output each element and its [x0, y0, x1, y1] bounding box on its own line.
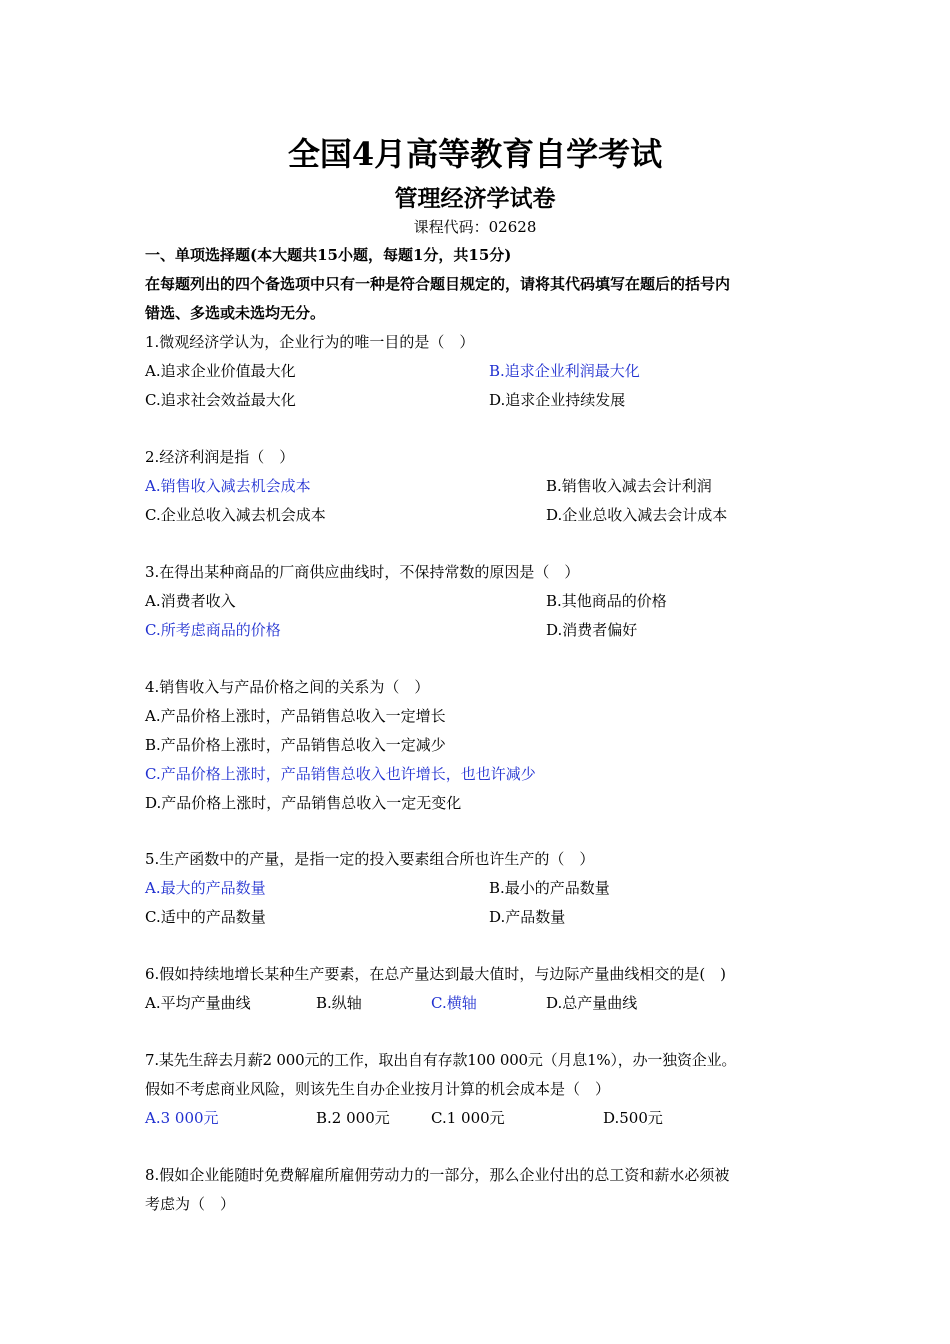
answer-option-highlighted: B.追求企业利润最大化 — [489, 362, 640, 380]
answer-option-highlighted: A.销售收入减去机会成本 — [145, 477, 311, 495]
question-stem: 2.经济利润是指（ ） — [145, 448, 295, 466]
answer-option: C.追求社会效益最大化 — [145, 391, 296, 409]
question-stem: 考虑为（ ） — [145, 1195, 236, 1213]
section-instruction: 在每题列出的四个备选项中只有一种是符合题目规定的，请将其代码填写在题后的括号内 — [145, 275, 731, 293]
answer-option: D.产品数量 — [489, 908, 566, 926]
answer-option: D.产品价格上涨时，产品销售总收入一定无变化 — [145, 794, 462, 812]
question-stem: 6.假如持续地增长某种生产要素，在总产量达到最大值时，与边际产量曲线相交的是( ) — [145, 965, 727, 983]
question-stem: 7.某先生辞去月薪2 000元的工作，取出自有存款100 000元（月息1%），办一独资企业。 — [145, 1051, 737, 1069]
section-instruction: 错选、多选或未选均无分。 — [145, 304, 326, 322]
answer-option: B.2 000元 — [316, 1109, 390, 1127]
exam-title: 全国4月高等教育自学考试 — [287, 135, 663, 173]
question-stem: 5.生产函数中的产量，是指一定的投入要素组合所也许生产的（ ） — [145, 850, 595, 868]
answer-option: A.产品价格上涨时，产品销售总收入一定增长 — [145, 707, 446, 725]
answer-option: B.纵轴 — [316, 994, 362, 1012]
answer-option-highlighted: C.横轴 — [431, 994, 477, 1012]
answer-option: C.1 000元 — [431, 1109, 505, 1127]
answer-option-highlighted: A.最大的产品数量 — [145, 879, 266, 897]
answer-option: A.平均产量曲线 — [145, 994, 251, 1012]
question-stem: 假如不考虑商业风险，则该先生自办企业按月计算的机会成本是（ ） — [145, 1080, 611, 1098]
answer-option: D.总产量曲线 — [546, 994, 638, 1012]
answer-option: C.适中的产品数量 — [145, 908, 266, 926]
answer-option: D.追求企业持续发展 — [489, 391, 626, 409]
question-stem: 4.销售收入与产品价格之间的关系为（ ） — [145, 678, 430, 696]
question-stem: 1.微观经济学认为，企业行为的唯一目的是（ ） — [145, 333, 475, 351]
answer-option-highlighted: C.产品价格上涨时，产品销售总收入也许增长，也也许减少 — [145, 765, 536, 783]
answer-option: B.其他商品的价格 — [546, 592, 667, 610]
answer-option: D.消费者偏好 — [546, 621, 638, 639]
answer-option: D.500元 — [603, 1109, 663, 1127]
answer-option-highlighted: C.所考虑商品的价格 — [145, 621, 281, 639]
section-heading: 一、单项选择题(本大题共15小题，每题1分，共15分) — [145, 246, 512, 264]
question-stem: 8.假如企业能随时免费解雇所雇佣劳动力的一部分，那么企业付出的总工资和薪水必须被 — [145, 1166, 730, 1184]
answer-option: D.企业总收入减去会计成本 — [546, 506, 728, 524]
course-code: 课程代码：02628 — [413, 218, 537, 236]
exam-subtitle: 管理经济学试卷 — [394, 185, 556, 212]
answer-option-highlighted: A.3 000元 — [145, 1109, 219, 1127]
answer-option: B.最小的产品数量 — [489, 879, 610, 897]
question-stem: 3.在得出某种商品的厂商供应曲线时，不保持常数的原因是（ ） — [145, 563, 580, 581]
answer-option: C.企业总收入减去机会成本 — [145, 506, 326, 524]
answer-option: B.销售收入减去会计利润 — [546, 477, 712, 495]
answer-option: A.消费者收入 — [145, 592, 236, 610]
answer-option: A.追求企业价值最大化 — [145, 362, 296, 380]
answer-option: B.产品价格上涨时，产品销售总收入一定减少 — [145, 736, 446, 754]
